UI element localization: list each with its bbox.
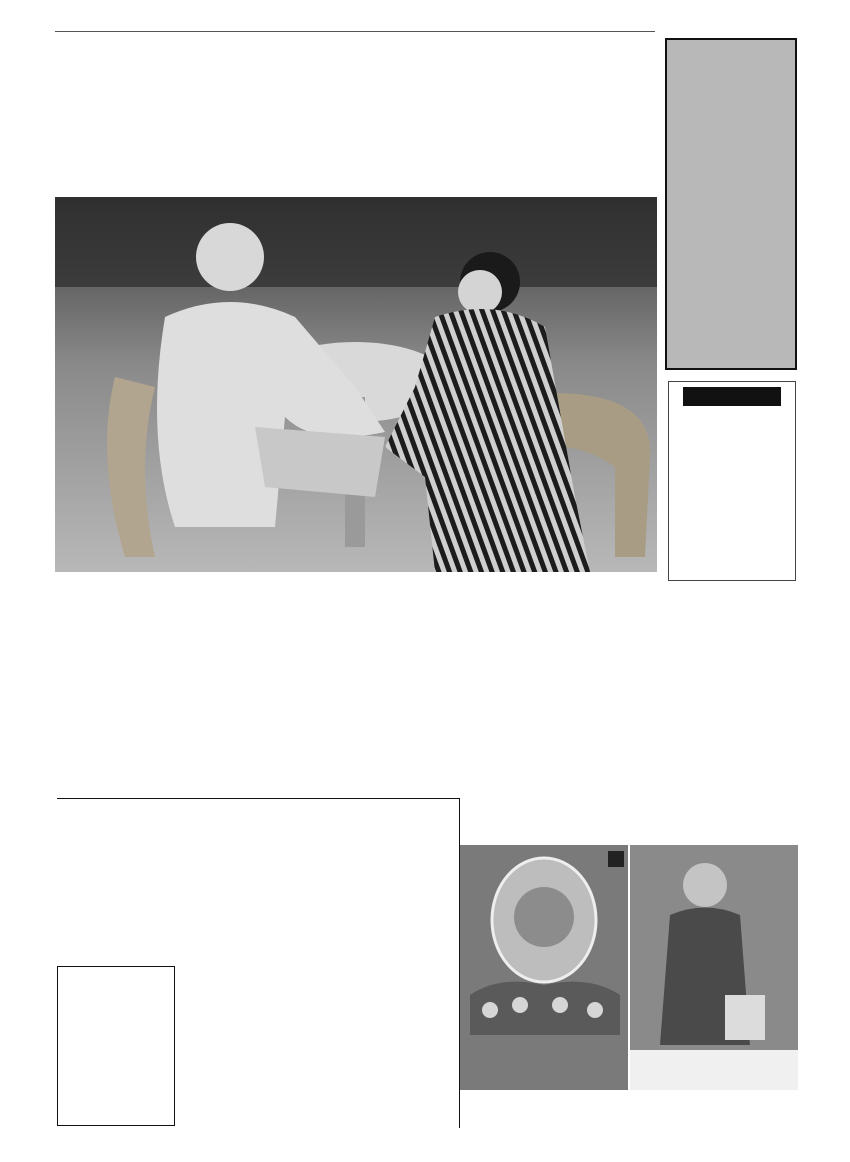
main-photo: [55, 197, 657, 572]
poster-liberate-taiwan: [630, 845, 798, 1090]
masthead: [665, 38, 797, 370]
photo-illustration: [55, 197, 657, 572]
article-upper: [57, 592, 799, 790]
poster-right-art: [630, 845, 798, 1090]
poster-minzu-tuanjie: [460, 845, 628, 1090]
key-news-title: [683, 387, 781, 406]
poster-left-art: [460, 845, 628, 1090]
key-news-box: [668, 381, 796, 581]
top-rule: [55, 31, 655, 32]
martial-law-article: [57, 798, 289, 1128]
editor-note-box: [57, 966, 175, 1126]
